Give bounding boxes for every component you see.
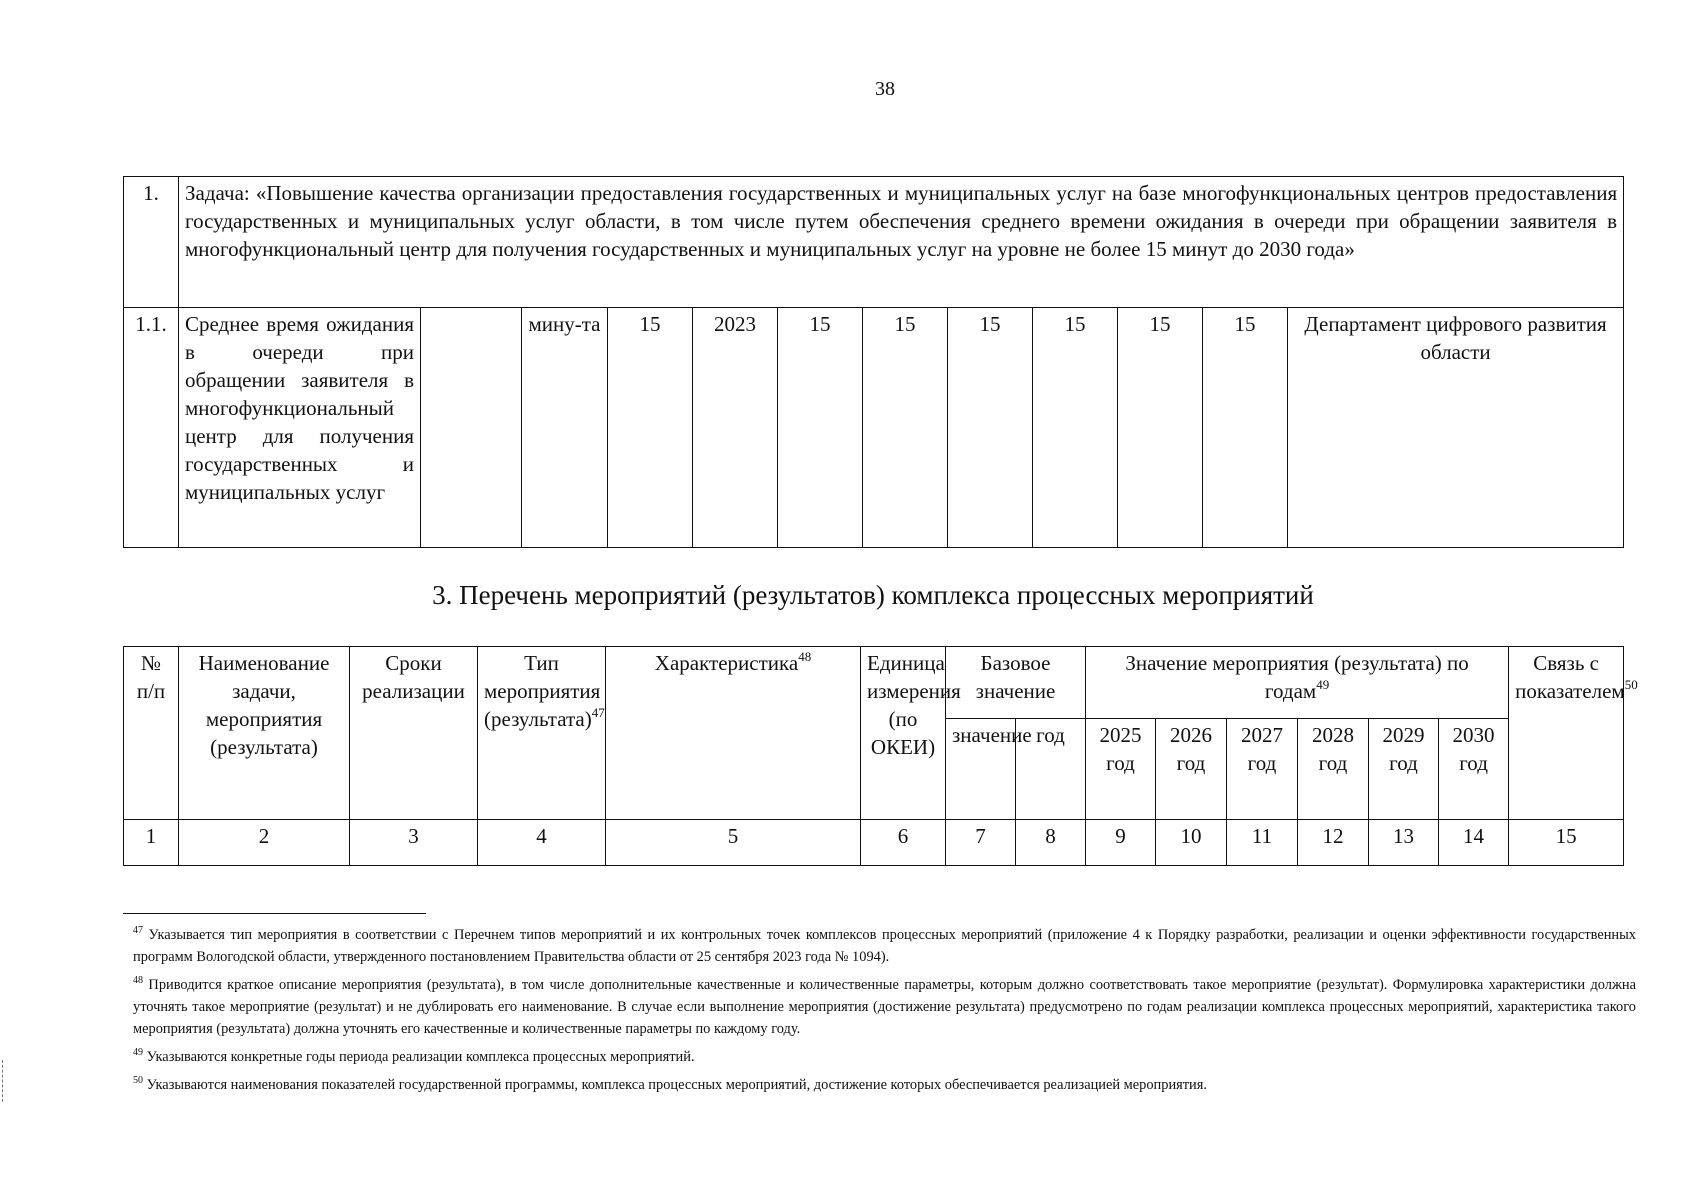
column-number: 13 xyxy=(1369,820,1439,866)
footnote-49 xyxy=(133,1046,1636,1068)
footnote-mark: 48 xyxy=(133,975,143,986)
column-number: 2 xyxy=(179,820,350,866)
indicator-value: 15 xyxy=(778,308,863,548)
column-number: 8 xyxy=(1016,820,1086,866)
header-row-1 xyxy=(124,647,1624,719)
footnote-text: Приводится краткое описание мероприятия (результата), в том числе дополнительные качественные и количественные параметры, которым должно соответствовать такое мероприятие (результат). Формулировка характеристики должна уточнять такое мероприятие (результат) и не дублировать его наименование. В случае если выполнение мероприятия (достижение результата) предусмотрено по годам реализации комплекса процессных мероприятий, характеристика такого мероприятия (результата) должна уточнять его качественные и количественные параметры по каждому году. xyxy=(133,977,1636,1037)
header-name: Наименование задачи, мероприятия (результата) xyxy=(179,647,350,820)
header-year: 2030 год xyxy=(1439,719,1509,820)
footnote-text: Указываются наименования показателей государственной программы, комплекса процессных мероприятий, достижение которых обеспечивается реализацией мероприятия. xyxy=(146,1077,1207,1093)
header-num: № п/п xyxy=(124,647,179,820)
header-unit: Единица измерения (по ОКЕИ) xyxy=(861,647,946,820)
indicator-value: 15 xyxy=(863,308,948,548)
column-number: 10 xyxy=(1156,820,1227,866)
footnote-ref-50: 50 xyxy=(1624,677,1638,692)
header-characteristic: Характеристика$^{48}$ xyxy=(606,647,861,820)
indicator-unit: мину-та xyxy=(522,308,608,548)
column-number: 3 xyxy=(350,820,478,866)
task-number: 1. xyxy=(124,177,179,308)
header-terms: Сроки реализации xyxy=(350,647,478,820)
footnote-ref-49: 49 xyxy=(1316,677,1330,692)
indicator-empty-cell xyxy=(421,308,522,548)
scan-margin-mark xyxy=(2,1060,6,1102)
header-year: 2028 год xyxy=(1298,719,1369,820)
column-number: 11 xyxy=(1227,820,1298,866)
indicator-row xyxy=(124,308,1624,548)
header-link: Связь с показателем$^{50}$ xyxy=(1509,647,1624,820)
page-number: 38 xyxy=(875,78,895,100)
column-number: 15 xyxy=(1509,820,1624,866)
footnote-text: Указываются конкретные годы периода реализации комплекса процессных мероприятий. xyxy=(146,1049,695,1065)
header-values-group: Значение мероприятия (результата) по годам$^{49}$ xyxy=(1086,647,1509,719)
footnote-mark: 50 xyxy=(133,1075,143,1086)
header-year: 2027 год xyxy=(1227,719,1298,820)
indicator-value: 15 xyxy=(1118,308,1203,548)
task-text: Задача: «Повышение качества организации предоставления государственных и муниципальных услуг на базе многофункциональных центров предоставления государственных и муниципальных услуг области, в том числе путем обеспечения среднего времени ожидания в очереди при обращении заявителя в многофункциональный центр для получения государственных и муниципальных услуг на уровне не более 15 минут до 2030 года» xyxy=(179,177,1624,308)
indicator-responsible: Департамент цифрового развития области xyxy=(1288,308,1624,548)
indicator-name: Среднее время ожидания в очереди при обращении заявителя в многофункциональный центр для получения государственных и муниципальных услуг xyxy=(179,308,421,548)
indicator-base-value: 15 xyxy=(608,308,693,548)
column-number: 12 xyxy=(1298,820,1369,866)
footnote-mark: 49 xyxy=(133,1047,143,1058)
task-row xyxy=(124,177,1624,308)
indicators-table xyxy=(123,176,1624,548)
header-base: Базовое значение xyxy=(946,647,1086,719)
indicator-value: 15 xyxy=(1203,308,1288,548)
footnote-ref-47: 47 xyxy=(591,705,605,720)
header-year: 2029 год xyxy=(1369,719,1439,820)
footnote-ref-48: 48 xyxy=(798,649,812,664)
footnote-50 xyxy=(133,1074,1636,1096)
section-title: 3. Перечень мероприятий (результатов) комплекса процессных мероприятий xyxy=(432,580,1314,610)
numbering-row xyxy=(124,820,1624,866)
header-base-value: значение xyxy=(946,719,1016,820)
header-base-year: год xyxy=(1016,719,1086,820)
activities-table xyxy=(123,646,1638,866)
footnotes xyxy=(133,924,1636,1102)
indicator-base-year: 2023 xyxy=(693,308,778,548)
header-type: Тип мероприятия (результата)$^{47}$ xyxy=(478,647,606,820)
footnote-text: Указывается тип мероприятия в соответствии с Перечнем типов мероприятий и их контрольных точек комплексов процессных мероприятий (приложение 4 к Порядку разработки, реализации и оценки эффективности государственных программ Вологодской области, утвержденного постановлением Правительства области от 25 сентября 2023 года № 1094). xyxy=(133,927,1637,965)
column-number: 4 xyxy=(478,820,606,866)
column-number: 14 xyxy=(1439,820,1509,866)
column-number: 9 xyxy=(1086,820,1156,866)
column-number: 1 xyxy=(124,820,179,866)
footnote-47 xyxy=(133,924,1636,968)
header-year: 2025 год xyxy=(1086,719,1156,820)
header-year: 2026 год xyxy=(1156,719,1227,820)
indicator-value: 15 xyxy=(948,308,1033,548)
footnote-mark: 47 xyxy=(133,925,143,936)
column-number: 7 xyxy=(946,820,1016,866)
indicator-number: 1.1. xyxy=(124,308,179,548)
footnote-separator xyxy=(123,913,426,914)
column-number: 5 xyxy=(606,820,861,866)
footnote-48 xyxy=(133,974,1636,1040)
column-number: 6 xyxy=(861,820,946,866)
indicator-value: 15 xyxy=(1033,308,1118,548)
